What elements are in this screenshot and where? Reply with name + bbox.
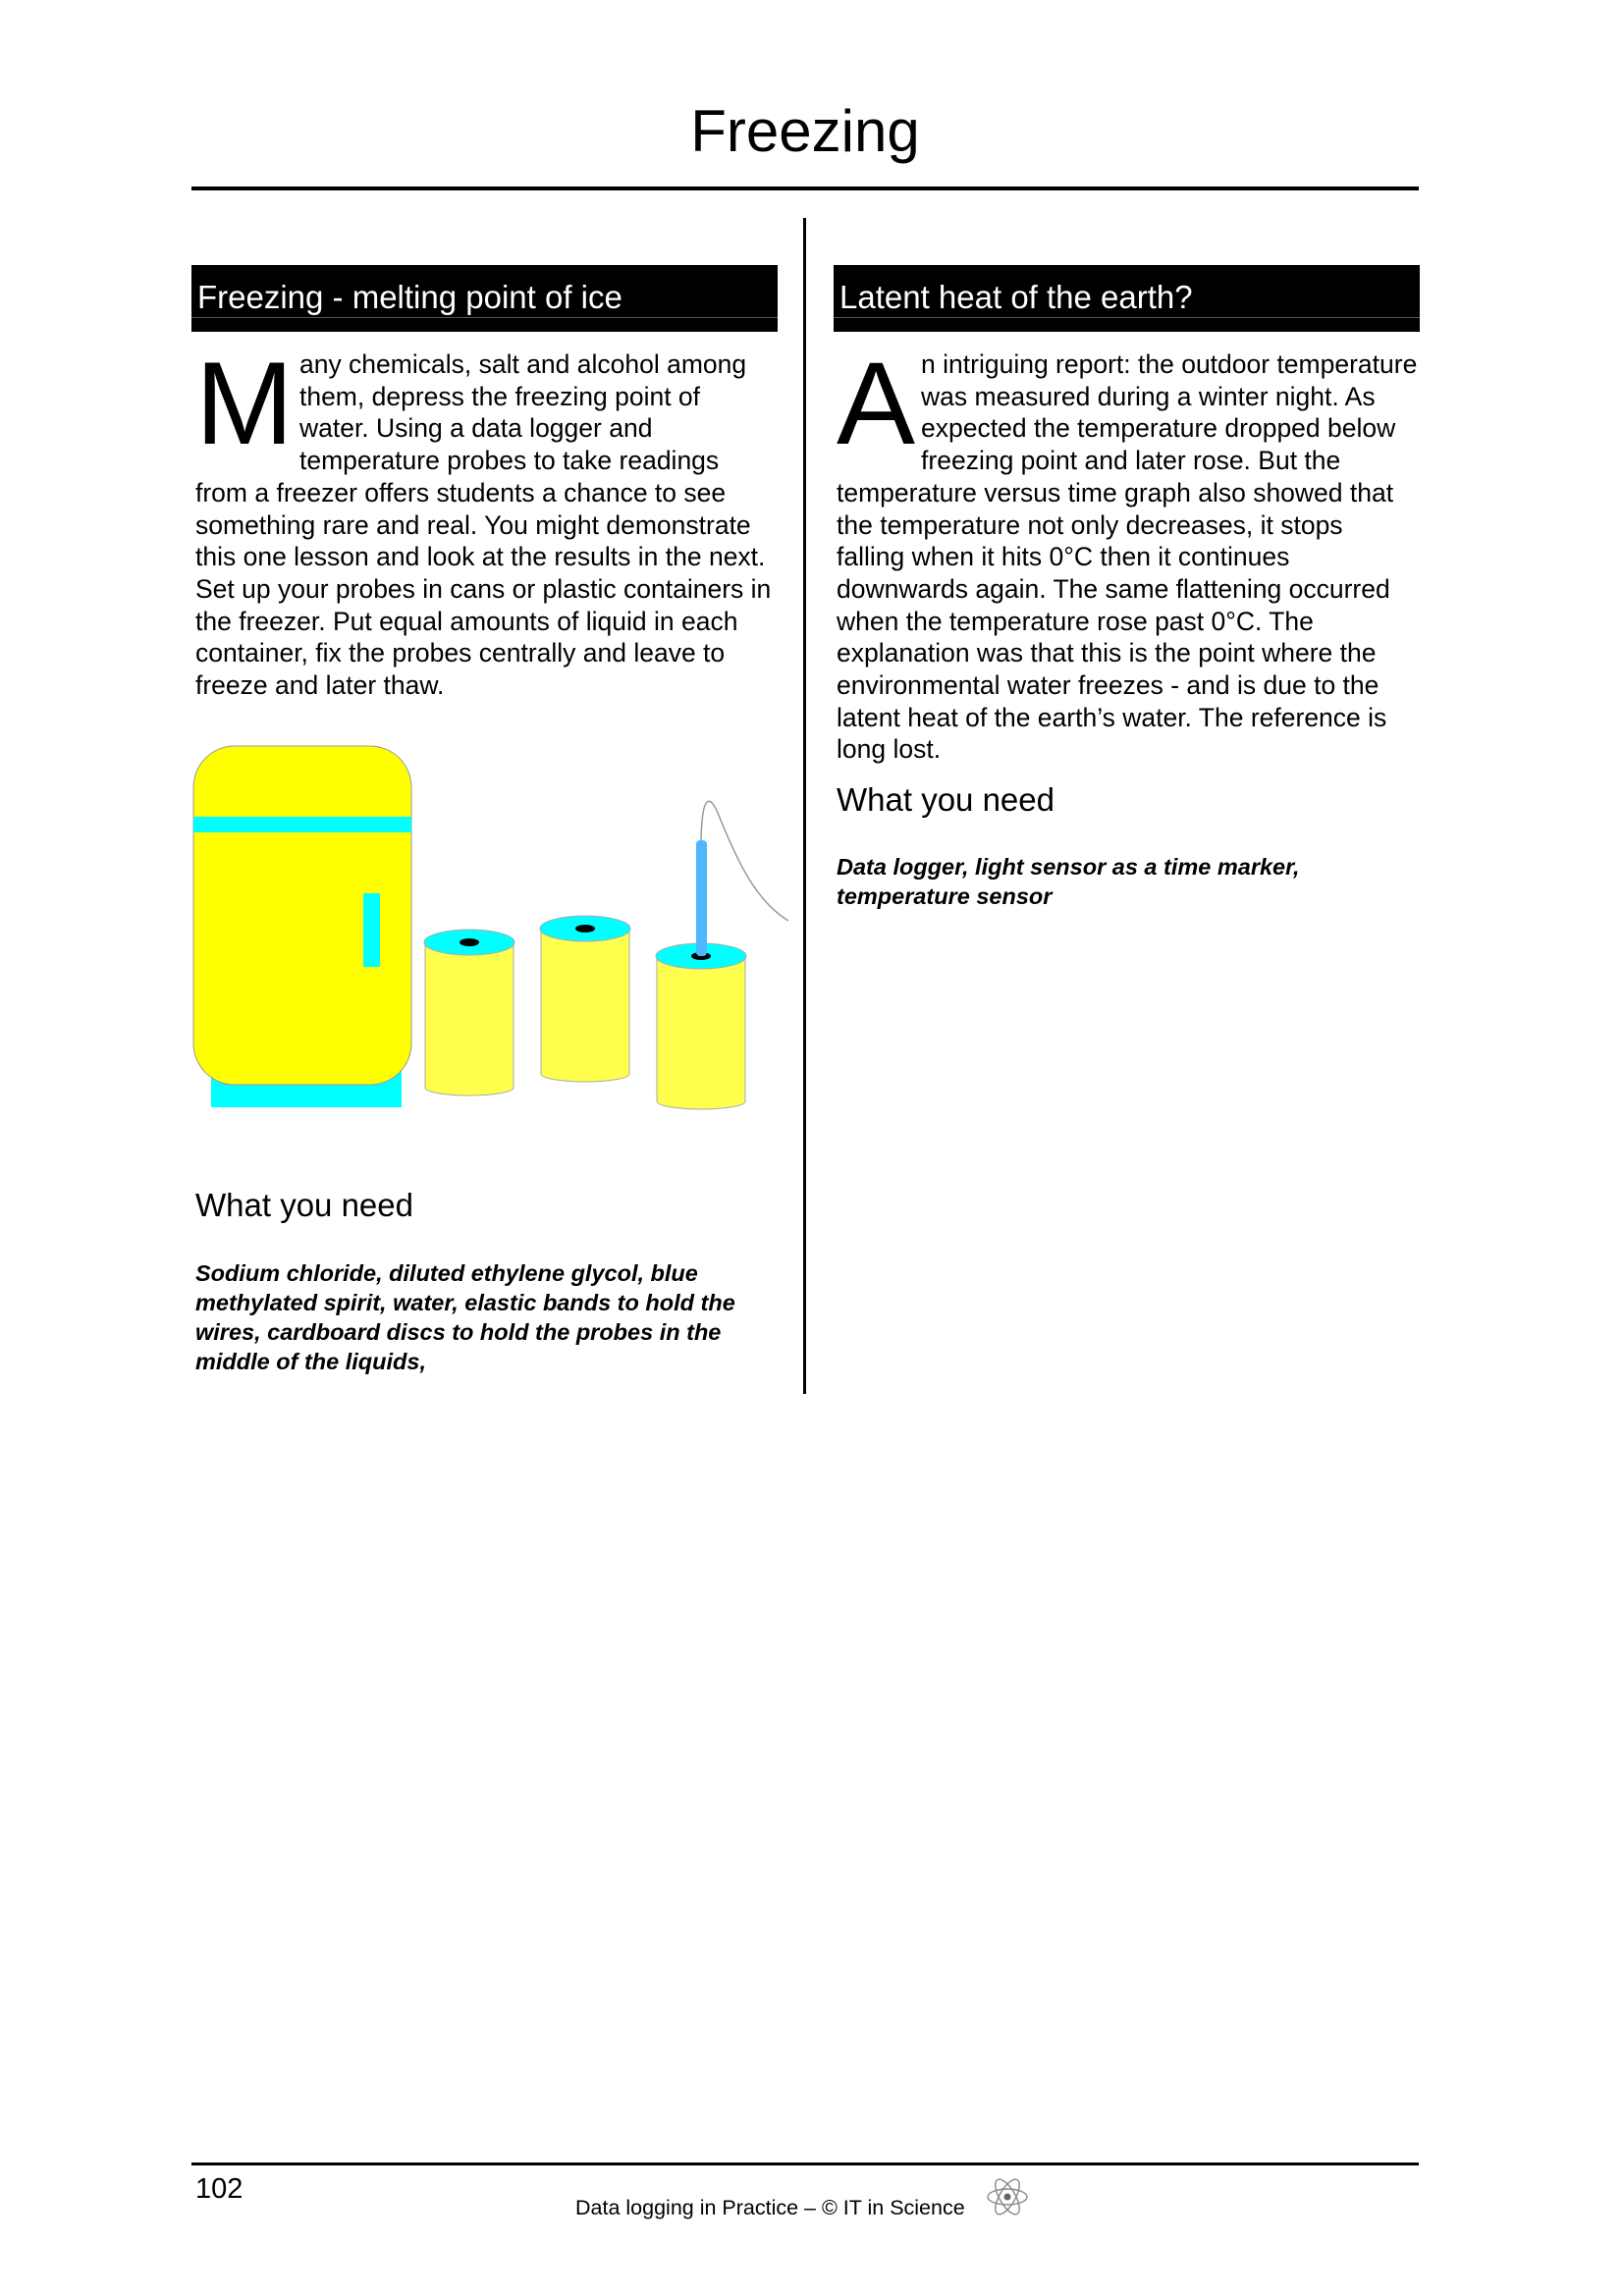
right-what-you-need-heading: What you need: [837, 781, 1055, 818]
footer-rule: [191, 2163, 1419, 2165]
left-dropcap: M: [195, 338, 294, 469]
atom-icon: [985, 2171, 1030, 2222]
container-2-icon: [540, 916, 630, 1082]
left-section-title: Freezing - melting point of ice: [197, 279, 622, 315]
left-what-you-need-heading: What you need: [195, 1187, 413, 1223]
right-body-text: n intriguing report: the outdoor temperature was measured during a winter night. As expected the temperature dropped below freezing point and later rose. But the temperature versus time graph also showed that the temperature not only decreases, it stops falling when it hits 0°C then it continues downwards again. The same flattening occurred when the temperature rose past 0°C. The explanation was that this is the point where the environmental water freezes - and is due to the latent heat of the earth’s water. The reference is long lost.: [837, 349, 1418, 765]
left-materials-list: Sodium chloride, diluted ethylene glycol, blue methylated spirit, water, elastic bands to hold the wires, cardboard discs to hold the probes in the middle of the liquids,: [195, 1260, 735, 1374]
right-dropcap: A: [837, 338, 916, 469]
container-3-with-probe-icon: [656, 801, 788, 1109]
left-body-paragraph: [195, 338, 777, 702]
title-rule: [191, 187, 1419, 190]
freezer-icon: [193, 746, 411, 1107]
page-number: 102: [195, 2173, 243, 2205]
right-body-paragraph: [837, 338, 1418, 766]
left-section-header: [191, 265, 778, 332]
right-section-header: [834, 265, 1420, 332]
right-section-title: Latent heat of the earth?: [839, 279, 1193, 315]
left-body-text: any chemicals, salt and alcohol among them, depress the freezing point of water. Using a data logger and temperature probes to take readings from a freezer offers students a chance to see something rare and real. You might demonstrate this one lesson and look at the results in the next. Set up your probes in cans or plastic containers in the freezer. Put equal amounts of liquid in each container, fix the probes centrally and leave to freeze and later thaw.: [195, 349, 772, 701]
column-divider: [803, 218, 806, 1394]
freezer-illustration: [191, 744, 800, 1117]
footer-credit: Data logging in Practice – © IT in Science: [575, 2196, 965, 2219]
right-materials-list: Data logger, light sensor as a time marker, temperature sensor: [837, 854, 1300, 909]
container-1-icon: [424, 930, 514, 1095]
page-title: Freezing: [690, 98, 920, 164]
